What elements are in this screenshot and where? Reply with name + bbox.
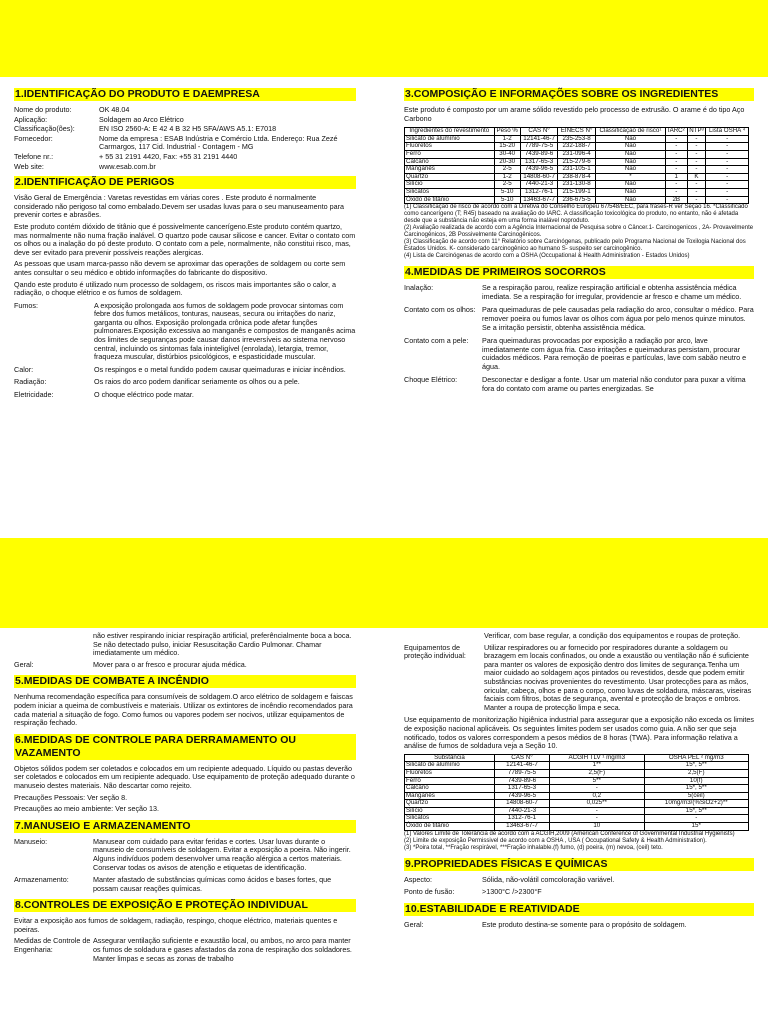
table-cell: 2-5 [494, 166, 520, 174]
table-cell: Manganês [405, 792, 495, 800]
table-cell: 15*, 5** [644, 762, 748, 770]
table-cell: 15*, 5** [644, 807, 748, 815]
table-cell: - [644, 815, 748, 823]
field-label: Eletricidade: [14, 390, 54, 400]
section-8-notes [404, 831, 754, 852]
field-value: EN ISO 2560-A: E 42 4 B 32 H5 SFA/AWS A5.1: E7018 [99, 124, 277, 134]
table-cell: 231-130-8 [558, 181, 596, 189]
table-cell: Não [595, 143, 665, 151]
field-label: Choque Elétrico: [404, 375, 458, 385]
table-cell: Silício [405, 181, 495, 189]
table-header-cell: NTP³ [687, 128, 706, 136]
table-header-cell: CAS N° [520, 128, 557, 136]
section-8-continuation: Verificar, com base regular, a condição dos equipamentos e roupas de proteção. [484, 631, 741, 640]
footnote: (2) Limite de exposição Permissivel de acordo com a OSHA , USA ( Occupational Safety & Health Administration). [404, 837, 707, 844]
table-cell: 15*, 5** [644, 785, 748, 793]
footnote: (3) Classificação de acordo com 11° Relatório sobre Carcinógenas, publicado pelo Programa Nacional de Toxilogia Nacional dos Estados Unidos. K- considerado carcinogênico ao humano S- suspeito ser carcinogênico. [404, 239, 746, 253]
table-cell: Silicato de alumínio [405, 762, 495, 770]
field-label: Armazenamento: [14, 875, 69, 885]
table-header-cell: Substância [405, 754, 495, 762]
field-label: Geral: [14, 659, 34, 669]
field-value: Se a respiração parou, realize respiração artificial e obtenha assistência médica imediata. Se a respiração for irregular, providencie ar fresco e chame um médico. [482, 283, 742, 301]
table-cell: Quartzo [405, 173, 495, 181]
table-cell: 7439-96-5 [494, 792, 549, 800]
section-2-paragraph: Qando este produto é utilizado num processo de soldagem, os riscos mais importantes são o calor, a radiação, o choque elétrico e os fumos de soldagem. [14, 279, 337, 298]
section-1-rows [14, 106, 356, 171]
section-6-paragraph: Precauções Pessoais: Ver seção 8. [14, 792, 128, 802]
table-cell: 1 [666, 173, 687, 181]
field-row [14, 391, 356, 400]
field-value: Os raios do arco podem danificar seriamente os olhos ou a pele. [94, 377, 300, 387]
section-4-rows [404, 284, 754, 394]
table-cell: - [687, 166, 706, 174]
page2-right-column [404, 632, 754, 930]
field-label: Aplicação: [14, 114, 48, 124]
field-label: Contato com os olhos: [404, 305, 476, 315]
table-cell: 13463-67-7 [494, 823, 549, 831]
field-label: Telefone nr.: [14, 151, 54, 161]
table-header-cell: Classificação de risco¹ [595, 128, 665, 136]
section-6-paragraph: Objetos sólidos podem ser coletados e colocados em um recipiente adequado. Líquido ou pastas deverão ser coletados e colocados em um recipiente adequado. Use equipamento de proteção adequado durante o manuseio destes materiais. Não descartar como rejeito. [14, 763, 355, 790]
table-cell: 215-279-6 [558, 158, 596, 166]
page2-left-column [14, 632, 356, 964]
field-row [14, 302, 356, 362]
field-label: Contato com a pele: [404, 336, 469, 346]
field-label: Geral: [404, 919, 424, 929]
table-cell: Ferro [405, 777, 495, 785]
field-row [14, 153, 356, 162]
field-value: Utilizar respiradores ou ar fornecido por respiradores durante a soldagem ou brazagem em locais confinados, ou onde a exaustão ou ventilação não é suficiente para manter os valores de exposição dentro dos limites de segurança.Tenha um maior cuidado ao soldagem aços pintados ou revestidos, desde que podem emitir substâncias nocivas provenientes do revestimento. Usar protecções para as mãos, oricular, cabeça, olhos e para o corpo, como luvas de soldadura, máscaras, viseiras faciais com filtros, botas de segurança, avental e protecção de braços e ombros. Manter a roupa de protecção limpa e seca. [484, 642, 752, 712]
field-label: Radiação: [14, 377, 47, 387]
field-row [14, 876, 356, 893]
table-cell: 15-20 [494, 143, 520, 151]
table-cell: 1312-76-1 [520, 188, 557, 196]
table-header-cell: Ingredientes do revestimento [405, 128, 495, 136]
table-cell: 231-096-4 [558, 150, 596, 158]
table-header-cell: ACGIH TLV ¹ mg/m3 [550, 754, 645, 762]
footnote: (1) Classificação de risco de acordo com a Diretiva do Conselho Europeu 67/548/EEC, para frases-R ver Seção 16. *Classificado como cancerígeno (T; R45) baseado na avaliação do IARC. A classificação toxicológica do produto, no entanto, não é afetada desde que a substância não esteja em uma forma inalável noproduto. [404, 204, 748, 225]
table-cell: - [706, 158, 749, 166]
section-10-heading: 10.ESTABILIDADE E REATIVIDADE [404, 903, 754, 916]
field-label: Fumos: [14, 300, 38, 310]
field-label: Aspecto: [404, 874, 432, 884]
table-cell: - [666, 158, 687, 166]
section-9-rows [404, 876, 754, 897]
field-row [14, 125, 356, 134]
table-header-cell: Peso % [494, 128, 520, 136]
table-cell: 15* [644, 823, 748, 831]
field-row [14, 135, 356, 152]
field-value: Nome da empresa : ESAB Indústria e Comércio Ltda. Endereço: Rua Zezé Carmargos, 117 Cid. Industrial - Contagem - MG [99, 133, 338, 152]
table-cell: Silicatos [405, 815, 495, 823]
table-cell: 215-199-1 [558, 188, 596, 196]
table-cell: - [687, 135, 706, 143]
section-8-ppe-rows [404, 644, 754, 713]
field-row [14, 661, 356, 670]
table-cell: 14808-60-7 [520, 173, 557, 181]
field-value: www.esab.com.br [99, 161, 156, 171]
table-cell: 2-5 [494, 181, 520, 189]
field-value: Soldagem ao Arco Elétrico [99, 114, 184, 124]
table-cell: - [706, 173, 749, 181]
table-cell: - [687, 188, 706, 196]
field-label: Inalação: [404, 283, 434, 293]
composition-table [404, 127, 749, 204]
field-row [404, 306, 754, 332]
table-cell: Óxido de titânio [405, 196, 495, 204]
table-cell: Não [595, 166, 665, 174]
section-1-heading: 1.IDENTIFICAÇÃO DO PRODUTO E DAEMPRESA [14, 88, 356, 101]
field-value: Manusear com cuidado para evitar feridas e cortes. Usar luvas durante o manuseio de consumíveis de soldagem. Evitar a exposição a poeira. Não ingerir. Alguns indivíduos podem desenvolver uma reação alérgica a certos materiais. Conservar todas os avisos de atenção e etiquetas de identificação. [93, 836, 351, 872]
table-cell: - [666, 150, 687, 158]
field-row [14, 366, 356, 375]
field-row [14, 378, 356, 387]
table-cell: 10(f) [644, 777, 748, 785]
section-8-monitoring-text: Use equipamento de monitorização higiênica industrial para assegurar que a exposição não exceda os limites de exposição nacional aplicáveis. Os seguintes limites podem ser usados como guia. A não ser que seja notificado, todos os valores correspondem a pesos médios de 8 horas (TWA). Para informação relativa a análise de fumos de soldadura veja a Seção 10. [404, 715, 754, 751]
table-row [405, 196, 749, 204]
footnote: (1) Valores Limite de Tolerância de acordo com a ACGIH,2009 (American Conference of Governmental Industrial Hygienists) [404, 830, 735, 837]
page1-left-column [14, 88, 356, 404]
footnote: (2) Avaliação realizada de acordo com a Agência Internacional de Pesquisa sobre o Câncer.1- Carcinogenicos , 2A- Provavelmente Carcinogênicos, 2B Possivelmente Carcinogênicos. [404, 225, 754, 239]
table-cell: 2B [666, 196, 687, 204]
section-6-paragraph: Precauções ao meio ambiente: Ver seção 13. [14, 804, 160, 814]
section-6-text [14, 765, 356, 814]
table-cell: - [706, 143, 749, 151]
table-cell: - [550, 807, 645, 815]
table-cell: 7439-96-5 [520, 166, 557, 174]
field-label: Equipamentos de proteção individual: [404, 642, 466, 661]
section-5-text: Nenhuma recomendação específica para consumíveis de soldagem.O arco elétrico de soldagem e faiscas podem iniciar a queima de combustíveis e materiais. Utilizar os extintores de incêndio recomendados para cada material a situação de fogo. Como fumos ou vapores podem ser nocivos, utilizar equipamentos de respiração fechado. [14, 692, 353, 728]
table-cell: 20-30 [494, 158, 520, 166]
table-cell: 0,2 [550, 792, 645, 800]
field-value: Para queimaduras provocadas por exposição a radiação por arco, lave imediatamente com água fria. Caso irritações e queimaduras persistam, procurar cuidados médicos. Para remoção de poeiras e partículas, lave com sabão neutro e água. [482, 336, 747, 371]
footnote: (3) *Poira total, **Fração respirável, ***Fração inhalable.(f) fumo, (d) poeira, (m) nevoa, (ceil) teto. [404, 844, 663, 851]
section-7-heading: 7.MANUSEIO E ARMAZENAMENTO [14, 820, 356, 833]
table-header-cell: OSHA PEL ² mg/m3 [644, 754, 748, 762]
table-cell: Fluoretos [405, 143, 495, 151]
table-cell: Quartzo [405, 800, 495, 808]
table-cell: 5** [550, 777, 645, 785]
table-cell: - [687, 143, 706, 151]
table-row [405, 823, 749, 831]
field-value: Para queimaduras de pele causadas pela radiação do arco, consultar o médico. Para remover poeira ou fumos lavar os olhos com água por pelo menos quinze minutos. Se a irritação persistir, obtenha assistência médica. [482, 305, 754, 332]
table-cell: 12141-46-7 [520, 135, 557, 143]
table-cell: Fluoretos [405, 769, 495, 777]
table-cell: Não [595, 181, 665, 189]
table-cell: 2,5(F) [644, 769, 748, 777]
table-header-cell: Lista OSHA ⁴ [706, 128, 749, 136]
top-band [0, 0, 768, 77]
table-cell: - [706, 135, 749, 143]
section-8-heading: 8.CONTROLES DE EXPOSIÇÃO E PROTEÇÃO INDIVIDUAL [14, 899, 356, 912]
field-row [404, 376, 754, 393]
table-cell: 1-2 [494, 135, 520, 143]
table-cell: 232-188-7 [558, 143, 596, 151]
field-value: Manter afastado de substâncias químicas como ácidos e bases fortes, que possam causar reações químicas. [93, 875, 332, 893]
table-cell: 236-675-5 [558, 196, 596, 204]
table-cell: Silício [405, 807, 495, 815]
field-value: Desconectar e desligar a fonte. Usar um material não condutor para puxar a vítima fora do contato com arame ou partes energizadas. Se [482, 375, 746, 394]
table-cell: 238-878-4 [558, 173, 596, 181]
section-2-paragraph: Este produto contém dióxido de titânio que é possivelmente cancerígeno.Este produto contém quartzo, mas normalmente não numa fração inalável. O quartzo pode causar silicose e cancer. Evitar o contato com os olhos ou a inalação do pó deste produto. O contato com a pele, normalmente, não constitui risco, mas, deve ser evitado para prevenir possíveis reações alergicas. [14, 221, 356, 257]
field-label: Medidas de Controle de Engenharia: [14, 936, 91, 955]
table-cell: Não [595, 196, 665, 204]
table-cell: - [687, 181, 706, 189]
table-cell: 1** [550, 762, 645, 770]
field-row [404, 337, 754, 371]
table-cell: - [550, 785, 645, 793]
section-5-heading: 5.MEDIDAS DE COMBATE A INCÊNDIO [14, 675, 356, 688]
table-cell: - [666, 135, 687, 143]
section-2-heading: 2.IDENTIFICAÇÃO DE PERIGOS [14, 176, 356, 189]
table-cell: 2,5(F) [550, 769, 645, 777]
table-cell: Calcário [405, 785, 495, 793]
field-value: Mover para o ar fresco e procurar ajuda médica. [93, 659, 247, 669]
table-cell: 1-2 [494, 173, 520, 181]
table-cell: - [666, 143, 687, 151]
page1-right-column [404, 88, 754, 399]
table-cell: 5(ceil) [644, 792, 748, 800]
section-2-paragraph: Visão Geral de Emergência : Varetas revestidas em várias cores . Este produto é normalmente considerado não perigoso tal como embalado.Devem ser usadas luvas para o seu manuseamento para prevenir cortes e abrasões. [14, 193, 345, 220]
section-3-intro: Este produto é composto por um arame sólido revestido pelo processo de extrusão. O arame é do tipo Aço Carbono [404, 105, 745, 123]
field-value: Os respingos e o metal fundido podem causar queimaduras e iniciar incêndios. [94, 364, 346, 374]
field-row [14, 838, 356, 872]
table-cell: Não [595, 188, 665, 196]
table-row [405, 150, 749, 158]
table-cell: 14808-60-7 [494, 800, 549, 808]
section-4-heading: 4.MEDIDAS DE PRIMEIROS SOCORROS [404, 266, 754, 279]
table-cell: Manganês [405, 166, 495, 174]
table-cell: - [706, 166, 749, 174]
section-6-heading: 6.MEDIDAS DE CONTROLE PARA DERRAMAMENTO OU VAZAMENTO [14, 734, 356, 760]
section-2-paragraph: As pessoas que usam marca-passo não devem se aproximar das operações de soldagem ou corte sem antes consultar o seu médico e obtido informações do fabricante do dispositivo. [14, 259, 346, 277]
table-header-cell: IARC² [666, 128, 687, 136]
field-row [404, 921, 754, 930]
field-value: Este produto destina-se somente para o propósito de soldagem. [482, 919, 687, 929]
field-label: Nome do produto: [14, 105, 72, 114]
table-cell: Não [595, 150, 665, 158]
field-value: OK 48.04 [99, 105, 130, 114]
field-label: Classificação(ões): [14, 124, 75, 134]
field-row [14, 116, 356, 125]
field-row [14, 106, 356, 115]
field-value: O choque eléctrico pode matar. [94, 390, 194, 400]
table-cell: 12141-46-7 [494, 762, 549, 770]
table-cell: - [706, 196, 749, 204]
table-row [405, 188, 749, 196]
section-2-rows [14, 302, 356, 400]
middle-band [0, 538, 768, 628]
field-row [404, 888, 754, 897]
table-cell: - [550, 815, 645, 823]
table-cell: 7439-89-6 [520, 150, 557, 158]
section-2-text [14, 194, 356, 298]
table-cell: 30-40 [494, 150, 520, 158]
table-cell: - [706, 181, 749, 189]
table-cell: - [706, 150, 749, 158]
table-cell: 1312-76-1 [494, 815, 549, 823]
table-cell: - [687, 158, 706, 166]
table-cell: * [595, 173, 665, 181]
section-7-rows [14, 838, 356, 894]
footnote: (4) Lista de Carcinógenas de acordo com a OSHA (Occupational & Health Administration - Estados Unidos) [404, 253, 690, 260]
table-cell: 0,025** [550, 800, 645, 808]
table-cell: - [687, 196, 706, 204]
table-header-cell: EINECS N° [558, 128, 596, 136]
table-cell: Não [595, 158, 665, 166]
table-cell: Silicatos [405, 188, 495, 196]
field-value: Assegurar ventilação suficiente e exaustão local, ou ambos, no arco para manter os fumos de soldadura e gases afastados da zona de respiração dos soldadores. Manter limpas e secas as zonas de trabalho [93, 936, 352, 963]
table-cell: 7789-75-5 [494, 769, 549, 777]
table-cell: Ferro [405, 150, 495, 158]
section-3-heading: 3.COMPOSIÇÃO E INFORMAÇÕES SOBRE OS INGREDIENTES [404, 88, 754, 101]
table-cell: - [666, 181, 687, 189]
table-row [405, 769, 749, 777]
table-cell: - [687, 150, 706, 158]
field-label: Fornecedor: [14, 133, 53, 143]
section-4-continuation: não estiver respirando iniciar respiração artificial, preferêncialmente boca a boca. Se não detectado pulso, iniciar Resuscitação Cardio Pulmonar. Chamar imediatamente um médico. [93, 631, 352, 658]
exposure-table-body [405, 762, 749, 830]
field-label: Calor: [14, 364, 34, 374]
field-value: + 55 31 2191 4420, Fax: +55 31 2191 4440 [99, 151, 238, 161]
table-cell: Silicato de alumínio [405, 135, 495, 143]
table-cell: 1317-65-3 [494, 785, 549, 793]
table-cell: 10mg/m3/(%SiO2+2)** [644, 800, 748, 808]
table-cell: Óxido de titânio [405, 823, 495, 831]
table-cell: 235-253-8 [558, 135, 596, 143]
field-row [14, 163, 356, 172]
table-cell: 7440-21-3 [520, 181, 557, 189]
field-label: Ponto de fusão: [404, 887, 455, 897]
table-cell: Calcário [405, 158, 495, 166]
exposure-limits-table [404, 754, 749, 831]
table-cell: K [687, 173, 706, 181]
section-3-notes [404, 204, 754, 260]
table-cell: - [666, 166, 687, 174]
section-10-rows [404, 921, 754, 930]
section-8-rows [14, 937, 356, 963]
field-label: Manuseio: [14, 836, 48, 846]
field-row [404, 284, 754, 301]
table-cell: Não [595, 135, 665, 143]
section-4-continuation-rows [14, 661, 356, 670]
field-value: A exposição prolongada aos fumos de soldagem pode provocar sintomas com febre dos fumos metálicos, tonturas, nauseas, secura ou irritações do nariz, garganta ou olhos. Exposição prolongada crônica pode afetar funções pulmonares.Exposição excessiva ao manganês e compostos de manganês acima dos limites de seguranças pode causar danos irreversíveis ao sistema nervoso central, incluindo os sintomas fala ininteligível (enrolada), letargia, tremor, fraqueza muscular, distúrbios psicológicos, e espasticidade muscular. [94, 300, 356, 362]
table-cell: 7439-89-6 [494, 777, 549, 785]
field-row [404, 876, 754, 885]
field-row [404, 644, 754, 713]
table-cell: 7789-75-5 [520, 143, 557, 151]
table-cell: 5-10 [494, 188, 520, 196]
field-row [14, 937, 356, 963]
table-header-cell: CAS N° [494, 754, 549, 762]
field-label: Web site: [14, 161, 44, 171]
field-value: Sólida, não-volátil comcoloração variável. [482, 874, 615, 884]
table-cell: 7440-21-3 [494, 807, 549, 815]
table-cell: - [706, 188, 749, 196]
table-cell: 5-10 [494, 196, 520, 204]
table-cell: 231-105-1 [558, 166, 596, 174]
composition-table-body [405, 135, 749, 203]
table-cell: 10 [550, 823, 645, 831]
field-value: >1300°C />2300°F [482, 887, 542, 897]
section-9-heading: 9.PROPRIEDADES FÍSICAS E QUÍMICAS [404, 858, 754, 871]
section-8-text: Evitar a exposição aos fumos de soldagem, radiação, respingo, choque eléctrico, materiais quentes e poeiras. [14, 916, 338, 934]
table-cell: - [666, 188, 687, 196]
table-cell: 1317-65-3 [520, 158, 557, 166]
table-cell: 13463-67-7 [520, 196, 557, 204]
